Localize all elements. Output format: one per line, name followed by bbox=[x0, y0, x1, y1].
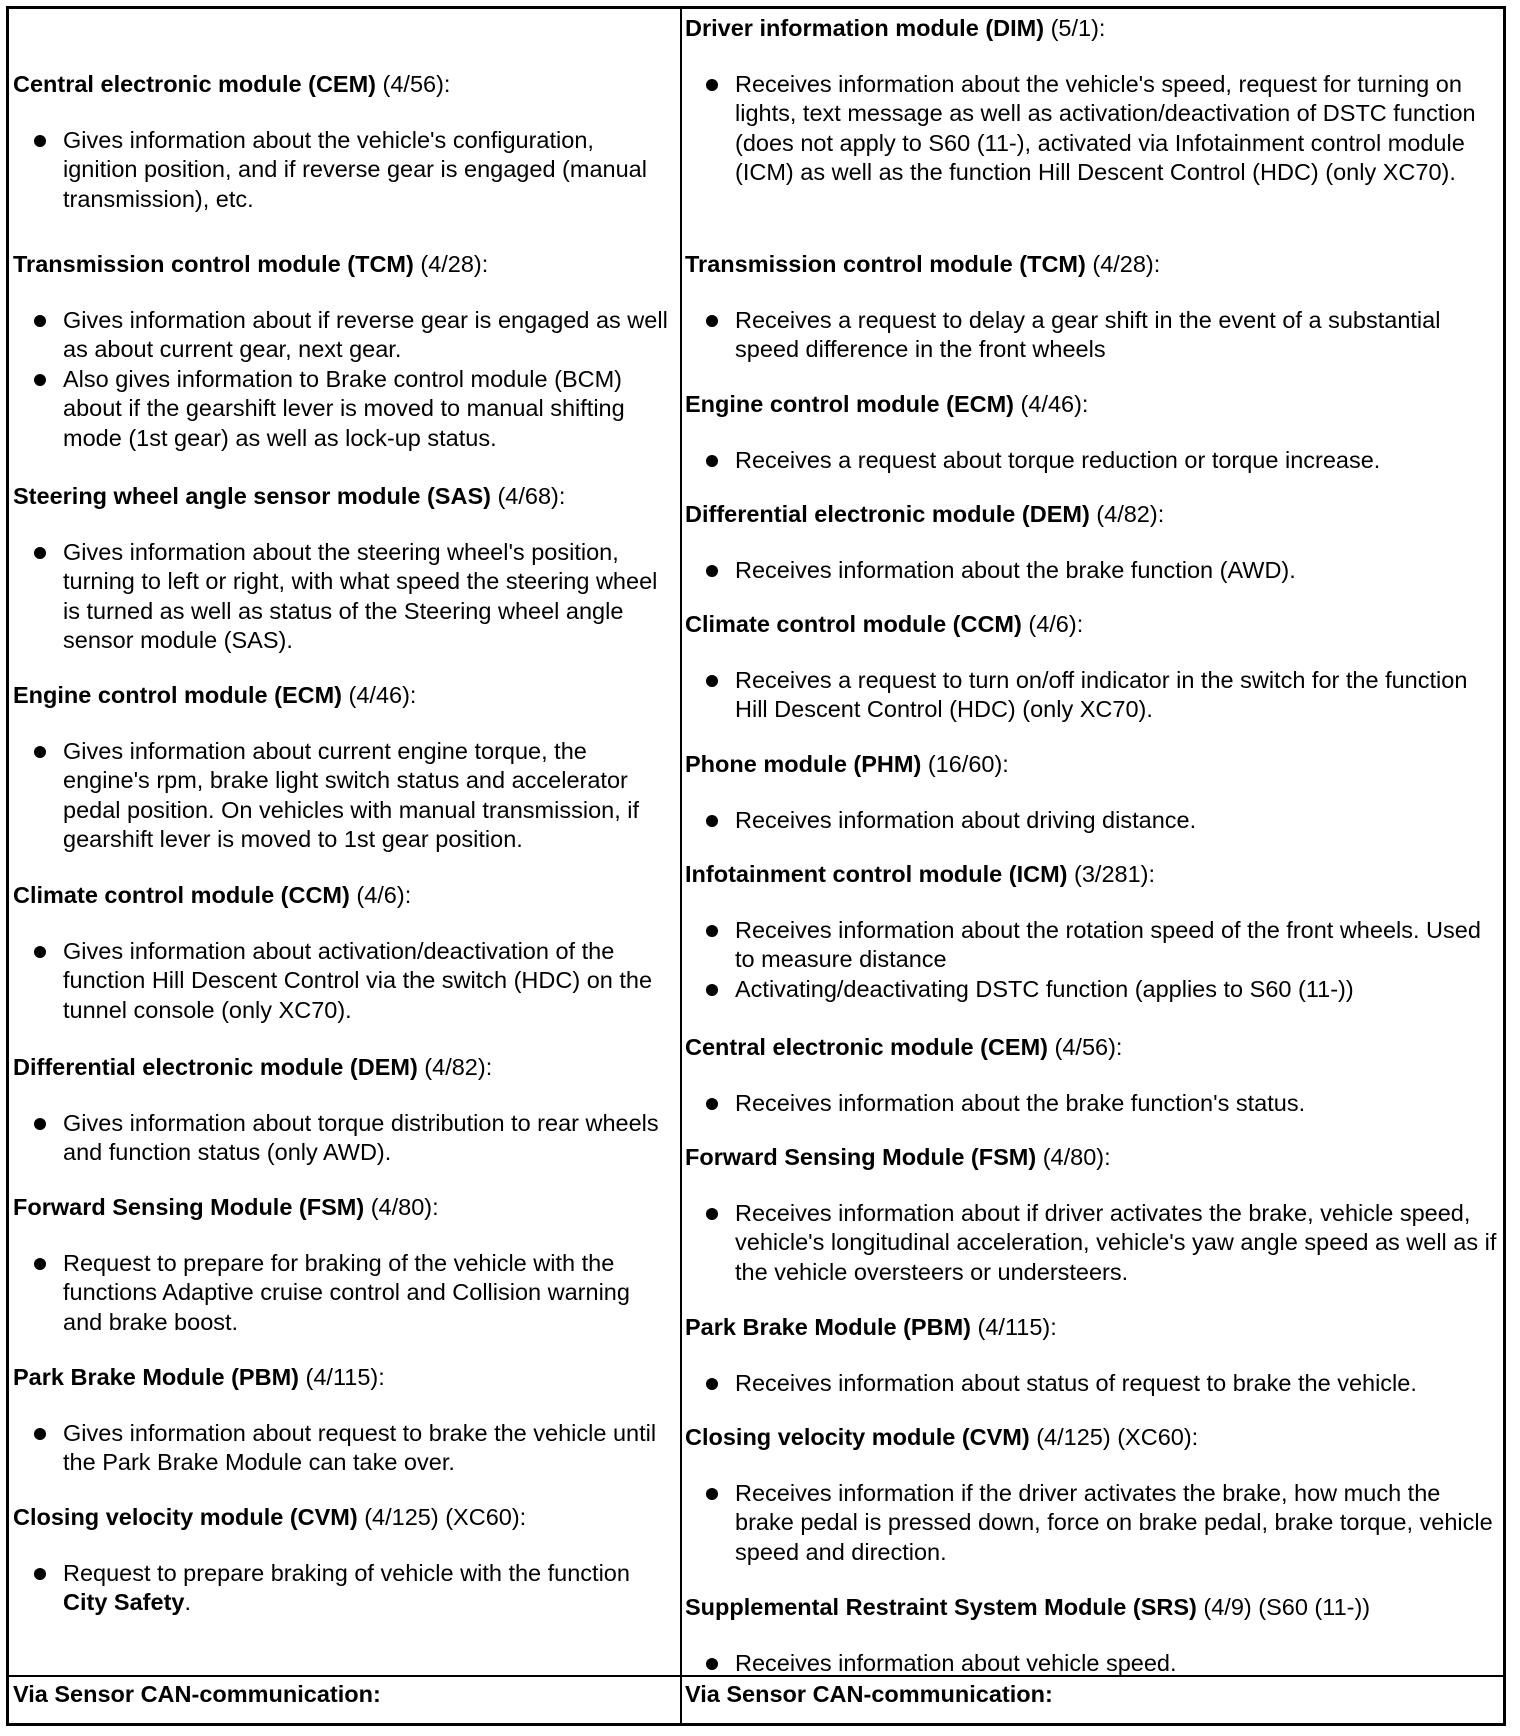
bullet-icon bbox=[706, 1378, 718, 1390]
list-item: Gives information about the vehicle's configuration, ignition position, and if reverse gear is engaged (manual transmission), etc. bbox=[13, 126, 673, 215]
module-section bbox=[685, 14, 1500, 188]
module-name: Transmission control module (TCM) bbox=[13, 251, 414, 277]
module-heading bbox=[685, 390, 1500, 420]
module-section bbox=[685, 250, 1500, 365]
module-ref: (4/9) (S60 (11-)) bbox=[1196, 1594, 1371, 1620]
bullet-icon bbox=[34, 547, 46, 559]
list-item: Receives a request to turn on/off indicator in the switch for the function Hill Descent Control (HDC) (only XC70). bbox=[685, 666, 1500, 725]
module-ref: (4/56): bbox=[376, 71, 451, 97]
module-heading bbox=[13, 70, 673, 100]
module-section bbox=[685, 1313, 1500, 1398]
list-item: Receives information about the vehicle's speed, request for turning on lights, text message as well as activation/deactivation of DSTC function (does not apply to S60 (11-), activated via Infotainment control module (ICM) as well as the function Hill Descent Control (HDC) (only XC70). bbox=[685, 70, 1500, 188]
module-ref: (4/56): bbox=[1048, 1034, 1123, 1060]
module-name: Engine control module (ECM) bbox=[685, 391, 1014, 417]
bullet-icon bbox=[706, 1658, 718, 1670]
module-ref: (4/115): bbox=[298, 1364, 385, 1390]
bullet-icon bbox=[34, 1568, 46, 1580]
module-ref: (4/125) (XC60): bbox=[1029, 1424, 1199, 1450]
can-communication-table bbox=[6, 6, 1506, 1726]
module-section bbox=[13, 681, 673, 855]
module-section bbox=[13, 70, 673, 214]
list-item: Receives information about vehicle speed. bbox=[685, 1649, 1500, 1679]
bullet-icon bbox=[34, 1258, 46, 1270]
list-item: Gives information about current engine torque, the engine's rpm, brake light switch status and accelerator pedal position. On vehicles with manual transmission, if gearshift lever is moved to 1st gear position. bbox=[13, 737, 673, 855]
module-ref: (4/28): bbox=[1085, 251, 1161, 277]
list-item: Receives information about the brake function (AWD). bbox=[685, 556, 1500, 586]
module-name: Central electronic module (CEM) bbox=[13, 71, 376, 97]
module-ref: (4/82): bbox=[417, 1054, 493, 1080]
module-ref: (5/1): bbox=[1044, 15, 1106, 41]
module-ref: (16/60): bbox=[921, 751, 1009, 777]
module-heading bbox=[13, 482, 673, 512]
list-item: Receives information about status of request to brake the vehicle. bbox=[685, 1369, 1500, 1399]
bullet-icon bbox=[706, 815, 718, 827]
module-ref: (4/80): bbox=[1036, 1144, 1111, 1170]
bullet-icon bbox=[34, 135, 46, 147]
module-section bbox=[685, 1423, 1500, 1567]
module-name: Central electronic module (CEM) bbox=[685, 1034, 1048, 1060]
module-heading bbox=[685, 14, 1500, 44]
module-ref: (4/6): bbox=[349, 882, 412, 908]
bullet-icon bbox=[706, 1208, 718, 1220]
list-item: Receives information about the rotation speed of the front wheels. Used to measure distance bbox=[685, 916, 1500, 975]
footer-label: Via Sensor CAN-communication: bbox=[13, 1681, 381, 1707]
bold-term: City Safety bbox=[63, 1589, 185, 1615]
module-name: Phone module (PHM) bbox=[685, 751, 922, 777]
bullet-icon bbox=[706, 984, 718, 996]
module-heading bbox=[685, 610, 1500, 640]
module-heading bbox=[13, 250, 673, 280]
list-item: Gives information about activation/deactivation of the function Hill Descent Control via the switch (HDC) on the tunnel console (only XC70). bbox=[13, 937, 673, 1026]
module-ref: (4/46): bbox=[1014, 391, 1089, 417]
bullet-icon bbox=[706, 315, 718, 327]
module-heading bbox=[13, 681, 673, 711]
list-item: Gives information about torque distribution to rear wheels and function status (only AWD). bbox=[13, 1109, 673, 1168]
list-item: Receives a request to delay a gear shift in the event of a substantial speed difference in the front wheels bbox=[685, 306, 1500, 365]
module-heading bbox=[13, 881, 673, 911]
footer-label: Via Sensor CAN-communication: bbox=[685, 1681, 1053, 1707]
module-name: Driver information module (DIM) bbox=[685, 15, 1045, 41]
column-divider bbox=[680, 9, 682, 1723]
module-name: Park Brake Module (PBM) bbox=[13, 1364, 299, 1390]
module-section bbox=[685, 500, 1500, 585]
module-name: Closing velocity module (CVM) bbox=[685, 1424, 1030, 1450]
module-heading bbox=[685, 1593, 1500, 1623]
module-section bbox=[685, 1593, 1500, 1678]
module-heading bbox=[685, 1033, 1500, 1063]
bullet-icon bbox=[34, 374, 46, 386]
module-name: Differential electronic module (DEM) bbox=[685, 501, 1090, 527]
module-heading bbox=[13, 1053, 673, 1083]
module-name: Supplemental Restraint System Module (SRS) bbox=[685, 1594, 1197, 1620]
module-ref: (4/82): bbox=[1089, 501, 1165, 527]
bullet-icon bbox=[34, 946, 46, 958]
module-section bbox=[685, 1033, 1500, 1118]
module-ref: (4/46): bbox=[342, 682, 417, 708]
module-section bbox=[13, 881, 673, 1025]
module-heading bbox=[13, 1503, 673, 1533]
module-name: Forward Sensing Module (FSM) bbox=[13, 1194, 365, 1220]
module-ref: (4/125) (XC60): bbox=[357, 1504, 527, 1530]
list-item: Receives information about driving distance. bbox=[685, 806, 1500, 836]
module-ref: (4/28): bbox=[413, 251, 489, 277]
list-item: Receives information about if driver activates the brake, vehicle speed, vehicle's longitudinal acceleration, vehicle's yaw angle speed as well as if the vehicle oversteers or understeers. bbox=[685, 1199, 1500, 1288]
module-name: Engine control module (ECM) bbox=[13, 682, 342, 708]
module-heading bbox=[685, 1143, 1500, 1173]
module-heading bbox=[685, 860, 1500, 890]
module-ref: (4/6): bbox=[1021, 611, 1084, 637]
list-item: Receives a request about torque reduction or torque increase. bbox=[685, 446, 1500, 476]
list-item: Activating/deactivating DSTC function (applies to S60 (11-)) bbox=[685, 975, 1500, 1005]
module-name: Steering wheel angle sensor module (SAS) bbox=[13, 483, 491, 509]
module-ref: (4/68): bbox=[490, 483, 566, 509]
module-ref: (4/115): bbox=[970, 1314, 1057, 1340]
module-name: Transmission control module (TCM) bbox=[685, 251, 1086, 277]
bullet-icon bbox=[34, 746, 46, 758]
module-section bbox=[13, 482, 673, 656]
bullet-icon bbox=[706, 565, 718, 577]
list-item: Request to prepare braking of vehicle with the function City Safety. bbox=[13, 1559, 673, 1618]
list-item: Gives information about request to brake the vehicle until the Park Brake Module can take over. bbox=[13, 1419, 673, 1478]
module-heading bbox=[685, 1423, 1500, 1453]
module-name: Differential electronic module (DEM) bbox=[13, 1054, 418, 1080]
module-section bbox=[13, 1053, 673, 1168]
module-section bbox=[685, 610, 1500, 725]
list-item: Receives information if the driver activates the brake, how much the brake pedal is pressed down, force on brake pedal, brake torque, vehicle speed and direction. bbox=[685, 1479, 1500, 1568]
module-name: Climate control module (CCM) bbox=[685, 611, 1022, 637]
module-name: Climate control module (CCM) bbox=[13, 882, 350, 908]
list-item: Gives information about if reverse gear is engaged as well as about current gear, next gear. bbox=[13, 306, 673, 365]
module-section bbox=[685, 390, 1500, 475]
list-item: Request to prepare for braking of the vehicle with the functions Adaptive cruise control and Collision warning and brake boost. bbox=[13, 1249, 673, 1338]
module-heading bbox=[685, 750, 1500, 780]
module-section bbox=[13, 1503, 673, 1618]
bullet-icon bbox=[706, 925, 718, 937]
bullet-icon bbox=[34, 1118, 46, 1130]
module-heading bbox=[685, 1313, 1500, 1343]
module-section bbox=[685, 860, 1500, 1004]
bullet-icon bbox=[706, 675, 718, 687]
module-name: Park Brake Module (PBM) bbox=[685, 1314, 971, 1340]
module-heading bbox=[685, 500, 1500, 530]
module-name: Closing velocity module (CVM) bbox=[13, 1504, 358, 1530]
module-section bbox=[13, 1193, 673, 1337]
bullet-icon bbox=[706, 1098, 718, 1110]
module-name: Infotainment control module (ICM) bbox=[685, 861, 1068, 887]
bullet-icon bbox=[706, 455, 718, 467]
module-ref: (3/281): bbox=[1067, 861, 1156, 887]
module-section bbox=[13, 250, 673, 453]
bullet-icon bbox=[706, 79, 718, 91]
module-name: Forward Sensing Module (FSM) bbox=[685, 1144, 1037, 1170]
bullet-icon bbox=[34, 1428, 46, 1440]
module-heading bbox=[13, 1363, 673, 1393]
list-item: Gives information about the steering wheel's position, turning to left or right, with what speed the steering wheel is turned as well as status of the Steering wheel angle sensor module (SAS). bbox=[13, 538, 673, 656]
bullet-icon bbox=[34, 315, 46, 327]
bullet-icon bbox=[706, 1488, 718, 1500]
module-ref: (4/80): bbox=[364, 1194, 439, 1220]
list-item: Receives information about the brake function's status. bbox=[685, 1089, 1500, 1119]
module-section bbox=[685, 750, 1500, 835]
list-item: Also gives information to Brake control module (BCM) about if the gearshift lever is moved to manual shifting mode (1st gear) as well as lock-up status. bbox=[13, 365, 673, 454]
module-heading bbox=[685, 250, 1500, 280]
module-heading bbox=[13, 1193, 673, 1223]
module-section bbox=[13, 1363, 673, 1478]
module-section bbox=[685, 1143, 1500, 1287]
